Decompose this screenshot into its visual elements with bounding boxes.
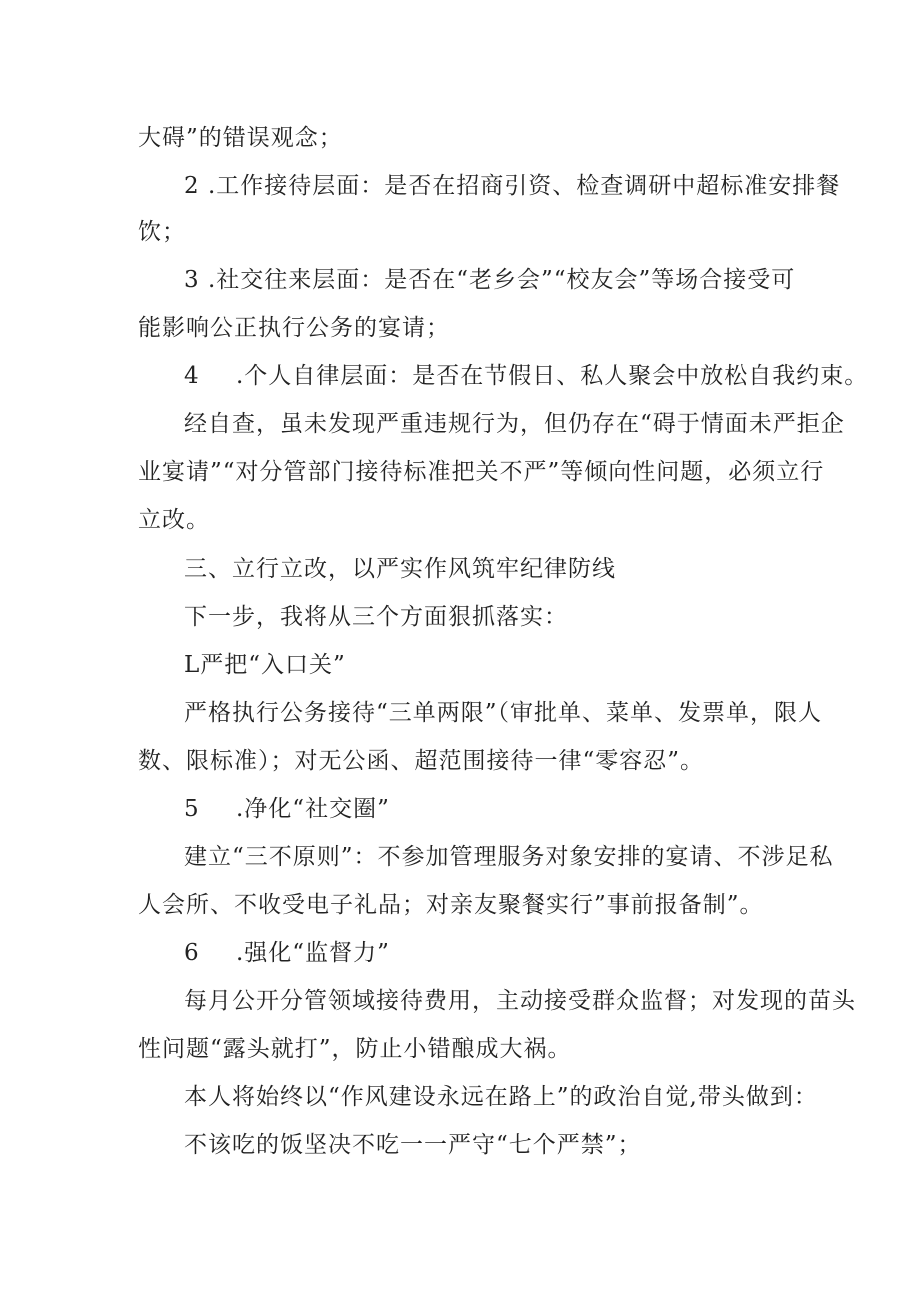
text-line: 严格执行公务接待“三单两限”（审批单、菜单、发票单，限人 — [184, 700, 823, 726]
text-line: 人会所、不收受电子礼品；对亲友聚餐实行”事前报备制”。 — [138, 892, 764, 918]
text-line: 数、限标准）；对无公函、超范围接待一律“零容忍”。 — [138, 748, 705, 774]
text-line: 不该吃的饭坚决不吃一一严守“七个严禁”； — [184, 1132, 642, 1158]
text-line: 2 .工作接待层面：是否在招商引资、检查调研中超标准安排餐 — [184, 173, 841, 199]
subheading: .强化“监督力” — [236, 940, 390, 966]
list-number: 6 — [184, 940, 200, 966]
subheading: .净化“社交圈” — [236, 796, 390, 822]
text-line: 本人将始终以“作风建设永远在路上”的政治自觉,带头做到： — [184, 1084, 818, 1110]
text-line: .个人自律层面：是否在节假日、私人聚会中放松自我约束。 — [236, 363, 869, 389]
text-line: 每月公开分管领域接待费用，主动接受群众监督；对发现的苗头 — [184, 988, 856, 1014]
text-line: 3 .社交往来层面：是否在“老乡会”“校友会”等场合接受可 — [184, 267, 796, 293]
text-line: 性问题“露头就打”，防止小错酿成大祸。 — [138, 1036, 572, 1062]
subheading: L严把“入口关” — [184, 652, 346, 678]
section-heading: 三、立行立改，以严实作风筑牢纪律防线 — [184, 556, 616, 582]
text-line: 经自查，虽未发现严重违规行为，但仍存在“碍于情面未严拒企 — [184, 411, 845, 437]
text-line: 大碍”的错误观念； — [138, 125, 343, 151]
text-line: 立改。 — [138, 507, 210, 533]
text-line: 能影响公正执行公务的宴请； — [138, 315, 450, 341]
list-number: 4 — [184, 363, 200, 389]
text-line: 建立“三不原则”：不参加管理服务对象安排的宴请、不涉足私 — [184, 844, 834, 870]
text-line: 饮； — [138, 219, 186, 245]
text-line: 业宴请”“对分管部门接待标准把关不严”等倾向性问题，必须立行 — [138, 459, 825, 485]
text-line: 下一步，我将从三个方面狠抓落实： — [184, 604, 568, 630]
list-number: 5 — [184, 796, 200, 822]
